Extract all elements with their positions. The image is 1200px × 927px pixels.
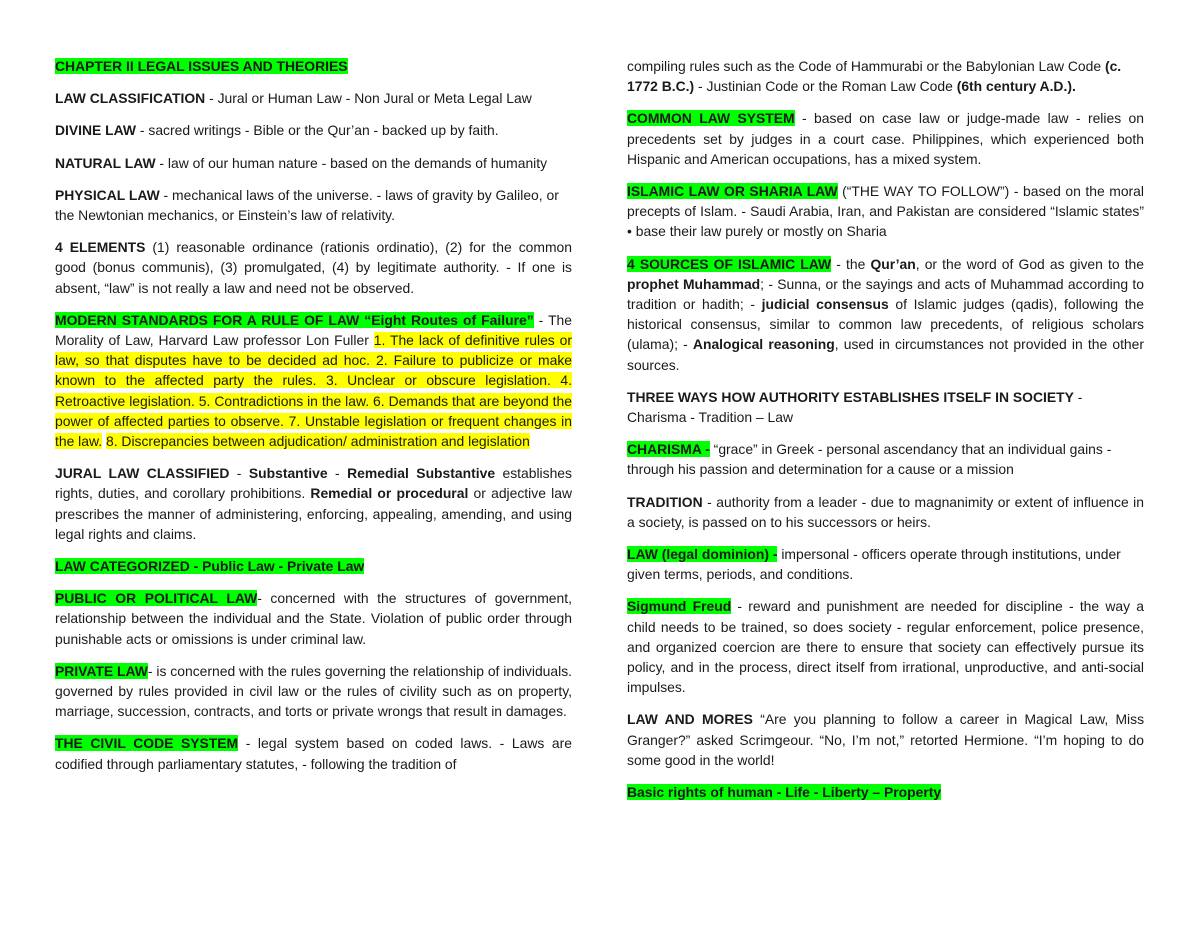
tradition xyxy=(627,492,1144,532)
charisma-head: CHARISMA - xyxy=(627,441,710,458)
chapter-title: CHAPTER II LEGAL ISSUES AND THEORIES xyxy=(55,58,348,74)
law-dominion-head: LAW (legal dominion) - xyxy=(627,546,778,563)
law-and-mores xyxy=(627,709,1144,770)
law-legal-dominion xyxy=(627,544,1144,584)
private-law xyxy=(55,661,572,722)
law-classification-head: LAW CLASSIFICATION xyxy=(55,90,206,107)
mores-text: “Are you planning to follow a career in Magical Law, Miss Granger?” asked Scrimgeour. “No, I’m not,” retorted Hermione. “I’m hoping to do some good in the world! xyxy=(627,711,1145,768)
natural-law xyxy=(55,153,572,173)
civil-code-continued: compiling rules such as the Code of Hammurabi or the Babylonian Law Code (c. 1772 B.C.) - Justinian Code or the Roman Law Code (6th century A.D.). xyxy=(627,58,1122,95)
sources-head: 4 SOURCES OF ISLAMIC LAW xyxy=(627,255,832,272)
civil-code-head: THE CIVIL CODE SYSTEM xyxy=(55,735,239,752)
failure-route-8: 8. Discrepancies between adjudication/ administration and legislation xyxy=(105,433,530,450)
law-categorized: LAW CATEGORIZED - Public Law - Private Law xyxy=(55,558,365,575)
sigmund-freud xyxy=(627,596,1144,697)
mores-head: LAW AND MORES xyxy=(627,711,753,728)
natural-law-text: - law of our human nature - based on the demands of humanity xyxy=(155,154,548,171)
divine-law-head: DIVINE LAW xyxy=(55,122,137,139)
charisma-text: “grace” in Greek - personal ascendancy that an individual gains - through his passion and determination for a cause or a mission xyxy=(627,441,1112,478)
civil-code-text: - legal system based on coded laws. - Laws are codified through parliamentary statutes, - following the tradition of xyxy=(55,735,572,772)
islamic-law-text: (“THE WAY TO FOLLOW”) - based on the moral precepts of Islam. - Saudi Arabia, Iran, and Pakistan are considered “Islamic states” • base their law purely or mostly on Sharia xyxy=(627,183,1144,240)
divine-law-text: - sacred writings - Bible or the Qur’an - backed up by faith. xyxy=(136,122,499,139)
islamic-law xyxy=(627,181,1144,242)
common-law-text: - based on case law or judge-made law - relies on precedents set by judges in a court case. Philippines, which experienced both Hispanic and American occupations, has a mixed system. xyxy=(627,110,1144,167)
three-ways-head: THREE WAYS HOW AUTHORITY ESTABLISHES ITSELF IN SOCIETY xyxy=(627,388,1074,405)
jural-law-classified: JURAL LAW CLASSIFIED - Substantive - Remedial Substantive establishes rights, duties, and corollary prohibitions. Remedial or procedural or adjective law prescribes the manner of administering, enforcing, appealing, amending, and using legal rights and claims. xyxy=(55,465,572,542)
private-law-text: - is concerned with the rules governing the relationship of individuals. governed by rules provided in civil law or the rules of civility such as on property, marriage, succession, contracts, and torts or private wrongs that result in damages. xyxy=(55,662,573,720)
divine-law xyxy=(55,120,572,140)
basic-rights: Basic rights of human - Life - Liberty – Property xyxy=(627,784,942,801)
three-ways-text: - Charisma - Tradition – Law xyxy=(627,388,1083,426)
four-elements-text: (1) reasonable ordinance (rationis ordinatio), (2) for the common good (bonus communis), (3) promulgated, (4) by legitimate authority. - If one is absent, “law” is not really a law and need not be observed. xyxy=(55,239,572,296)
four-elements-head: 4 ELEMENTS xyxy=(55,239,146,256)
law-classification xyxy=(55,88,572,108)
modern-standards-head: MODERN STANDARDS FOR A RULE OF LAW “Eight Routes of Failure” xyxy=(55,311,534,328)
public-law-text: - concerned with the structures of government, relationship between the individual and the State. Violation of public order through punishable acts or omissions is under criminal law. xyxy=(55,590,572,647)
freud-text: - reward and punishment are needed for discipline - the way a child needs to be trained, so does society - regular enforcement, police presence, and organized coercion are there to ensure that society can effectively pursue its policy, and in the process, direct itself from irrational, unproductive, and anti-social impulses. xyxy=(627,598,1144,696)
left-column xyxy=(55,56,572,786)
four-elements xyxy=(55,237,572,298)
right-column xyxy=(627,56,1144,814)
public-law xyxy=(55,588,572,649)
three-ways-authority xyxy=(627,387,1144,427)
islamic-law-head: ISLAMIC LAW OR SHARIA LAW xyxy=(627,183,838,200)
natural-law-head: NATURAL LAW xyxy=(55,154,156,171)
common-law-head: COMMON LAW SYSTEM xyxy=(627,110,795,127)
civil-code-system xyxy=(55,733,572,773)
sources-islamic-law: 4 SOURCES OF ISLAMIC LAW - the Qur’an, or the word of God as given to the prophet Muhammad; - Sunna, or the sayings and acts of Muhammad according to tradition or hadith; - judicial consensus of Islamic judges (qadis), following the historical consensus, similar to common law precedents, of religious scholars (ulama); - Analogical reasoning, used in circumstances not provided in the other sources. xyxy=(627,255,1145,373)
modern-standards xyxy=(55,310,572,451)
jural-law-head: JURAL LAW CLASSIFIED xyxy=(55,465,230,482)
tradition-head: TRADITION xyxy=(627,493,703,510)
tradition-text: - authority from a leader - due to magnanimity or extent of influence in a society, is passed on to his successors or heirs. xyxy=(627,493,1144,530)
physical-law-text: - mechanical laws of the universe. - laws of gravity by Galileo, or the Newtonian mechanics, or Einstein’s law of relativity. xyxy=(55,186,559,224)
physical-law xyxy=(55,185,572,225)
public-law-head: PUBLIC OR POLITICAL LAW xyxy=(55,590,258,607)
physical-law-head: PHYSICAL LAW xyxy=(55,186,160,203)
law-dominion-text: impersonal - officers operate through institutions, under given terms, periods, and conditions. xyxy=(627,546,1121,583)
common-law-system xyxy=(627,108,1144,169)
modern-standards-text: - The Morality of Law, Harvard Law professor Lon Fuller xyxy=(55,311,573,349)
private-law-head: PRIVATE LAW xyxy=(55,662,148,679)
charisma xyxy=(627,439,1144,479)
freud-head: Sigmund Freud xyxy=(627,598,732,615)
law-classification-text: - Jural or Human Law - Non Jural or Meta Legal Law xyxy=(205,90,532,107)
failure-routes: 1. The lack of definitive rules or law, so that disputes have to be decided ad hoc. 2. Failure to publicize or make known to the affected party the rules. 3. Unclear or obscure legislation. 4. Retroactive legislation. 5. Contradictions in the law. 6. Demands that are beyond the power of affected parties to observe. 7. Unstable legislation or frequent changes in the law. xyxy=(55,332,573,450)
